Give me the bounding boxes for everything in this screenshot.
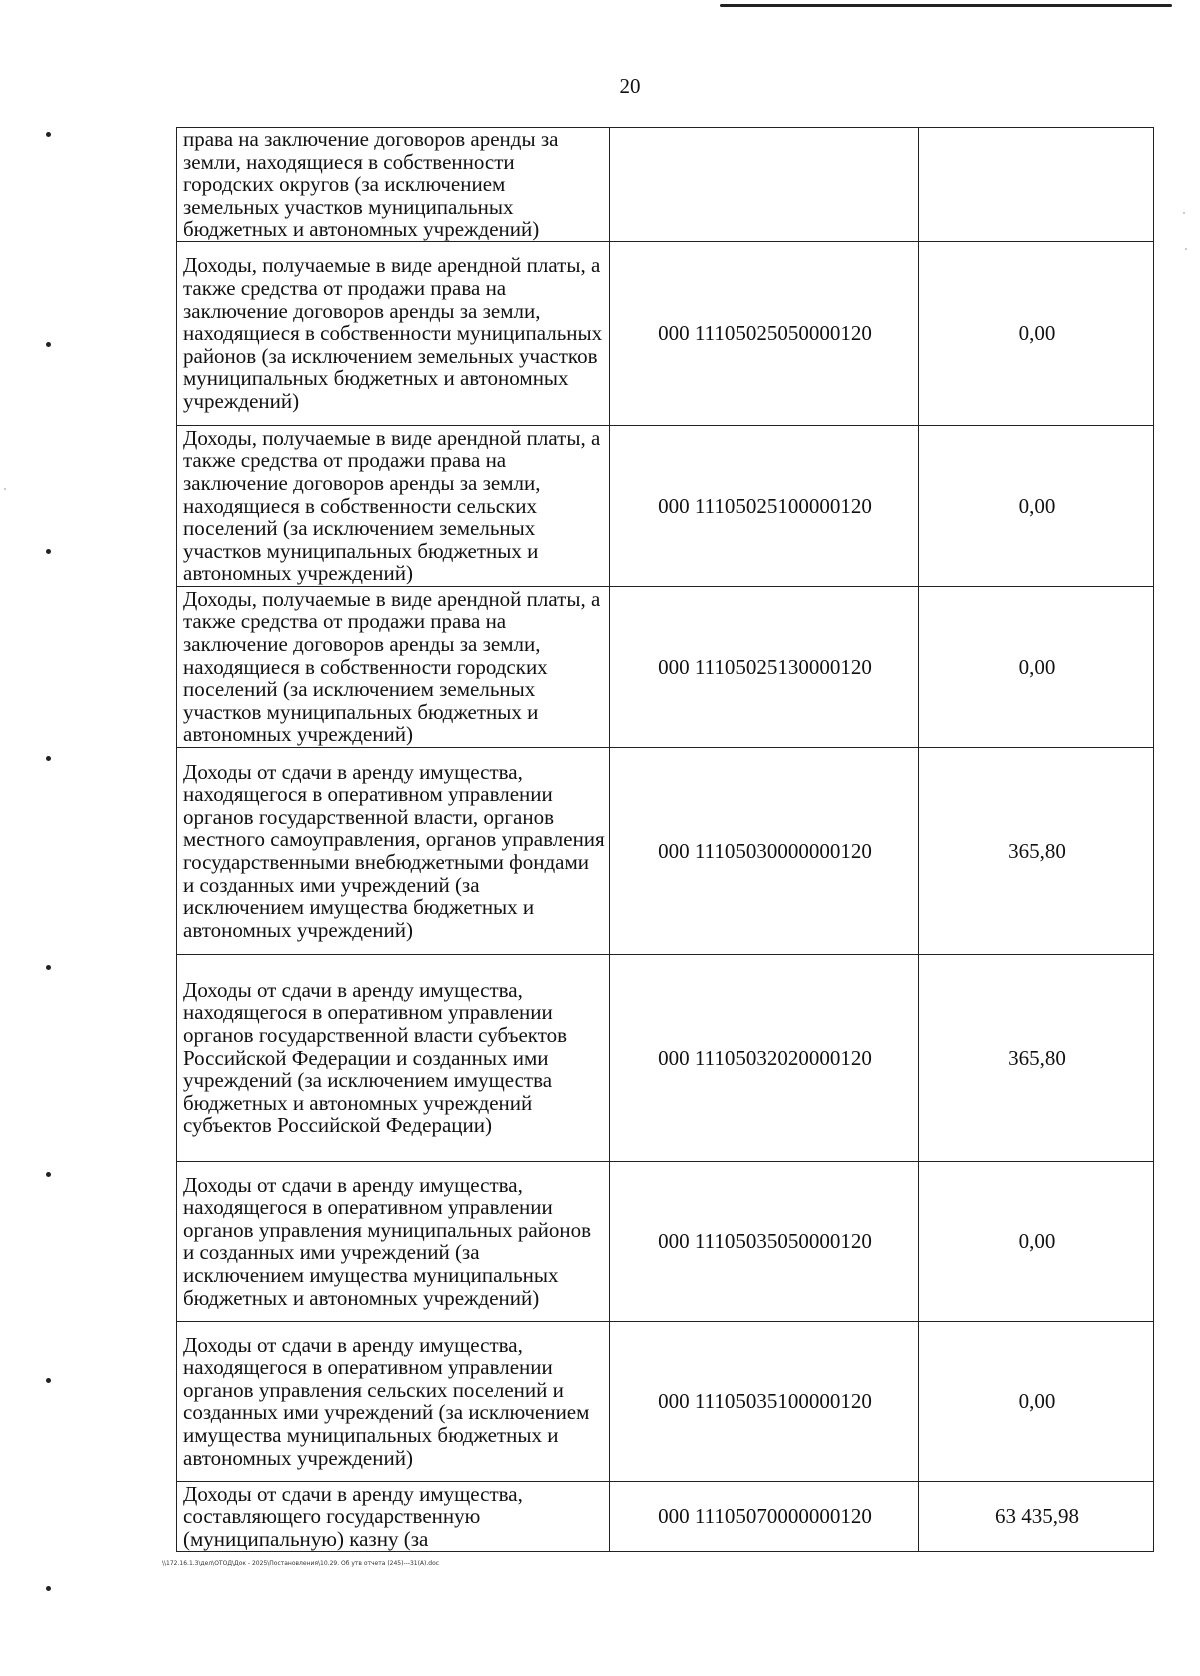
top-edge-rule: [720, 4, 1172, 7]
scan-speck: [1183, 212, 1185, 214]
scan-speck: [1185, 248, 1187, 250]
margin-punch-dot: [46, 965, 51, 970]
row-code-cell: 000 11105025050000120: [610, 241, 919, 425]
table-row: [177, 747, 1154, 954]
margin-punch-dot: [46, 342, 51, 347]
row-name-cell: Доходы от сдачи в аренду имущества, находящегося в оперативном управлении органов государственной власти субъектов Российской Федерации и созданных ими учреждений (за исключением имущества бюджетных и автономных учреждений субъектов Российской Федерации): [177, 954, 610, 1161]
table-row: [177, 954, 1154, 1161]
table-row: [177, 128, 1154, 242]
row-value-cell: 0,00: [919, 586, 1154, 747]
row-name-cell: Доходы, получаемые в виде арендной платы, а также средства от продажи права на заключение договоров аренды за земли, находящиеся в собственности городских поселений (за исключением земельных участков муниципальных бюджетных и автономных учреждений): [177, 586, 610, 747]
row-code-cell: 000 11105025100000120: [610, 425, 919, 586]
revenue-table: [176, 127, 1154, 1552]
row-value-cell: [919, 128, 1154, 242]
margin-punch-dot: [46, 756, 51, 761]
table-row: [177, 1161, 1154, 1321]
row-name-cell: Доходы от сдачи в аренду имущества, находящегося в оперативном управлении органов государственной власти, органов местного самоуправления, органов управления государственными внебюджетными фондами и созданных ими учреждений (за исключением имущества бюджетных и автономных учреждений): [177, 747, 610, 954]
row-value-cell: 365,80: [919, 747, 1154, 954]
margin-punch-dot: [46, 549, 51, 554]
scan-speck: [4, 488, 6, 490]
row-code-cell: 000 11105025130000120: [610, 586, 919, 747]
margin-punch-dot: [46, 1378, 51, 1383]
row-value-cell: 63 435,98: [919, 1481, 1154, 1551]
footer-file-path: \\172.16.1.3\дел\ОТОД\Док - 2025\Постановления\10.29. Об утв отчета (245)---31(А).doc: [162, 1560, 440, 1567]
margin-punch-dot: [46, 1586, 51, 1591]
row-code-cell: [610, 128, 919, 242]
row-name-cell: Доходы от сдачи в аренду имущества, находящегося в оперативном управлении органов управления сельских поселений и созданных ими учреждений (за исключением имущества муниципальных бюджетных и автономных учреждений): [177, 1321, 610, 1481]
row-name-cell: Доходы, получаемые в виде арендной платы, а также средства от продажи права на заключение договоров аренды за земли, находящиеся в собственности сельских поселений (за исключением земельных участков муниципальных бюджетных и автономных учреждений): [177, 425, 610, 586]
page-number: 20: [619, 74, 641, 98]
row-value-cell: 0,00: [919, 241, 1154, 425]
table-row: [177, 1481, 1154, 1551]
row-name-cell: Доходы от сдачи в аренду имущества, составляющего государственную (муниципальную) казну (за: [177, 1481, 610, 1551]
row-code-cell: 000 11105030000000120: [610, 747, 919, 954]
row-code-cell: 000 11105032020000120: [610, 954, 919, 1161]
margin-punch-dot: [46, 132, 51, 137]
table-row: [177, 241, 1154, 425]
row-value-cell: 0,00: [919, 1321, 1154, 1481]
table-row: [177, 425, 1154, 586]
row-value-cell: 0,00: [919, 425, 1154, 586]
row-code-cell: 000 11105035100000120: [610, 1321, 919, 1481]
table-row: [177, 586, 1154, 747]
row-value-cell: 365,80: [919, 954, 1154, 1161]
margin-punch-dot: [46, 1172, 51, 1177]
row-value-cell: 0,00: [919, 1161, 1154, 1321]
row-name-cell: права на заключение договоров аренды за земли, находящиеся в собственности городских округов (за исключением земельных участков муниципальных бюджетных и автономных учреждений): [177, 128, 610, 242]
row-code-cell: 000 11105035050000120: [610, 1161, 919, 1321]
row-name-cell: Доходы от сдачи в аренду имущества, находящегося в оперативном управлении органов управления муниципальных районов и созданных ими учреждений (за исключением имущества муниципальных бюджетных и автономных учреждений): [177, 1161, 610, 1321]
row-code-cell: 000 11105070000000120: [610, 1481, 919, 1551]
table-row: [177, 1321, 1154, 1481]
row-name-cell: Доходы, получаемые в виде арендной платы, а также средства от продажи права на заключение договоров аренды за земли, находящиеся в собственности муниципальных районов (за исключением земельных участков муниципальных бюджетных и автономных учреждений): [177, 241, 610, 425]
